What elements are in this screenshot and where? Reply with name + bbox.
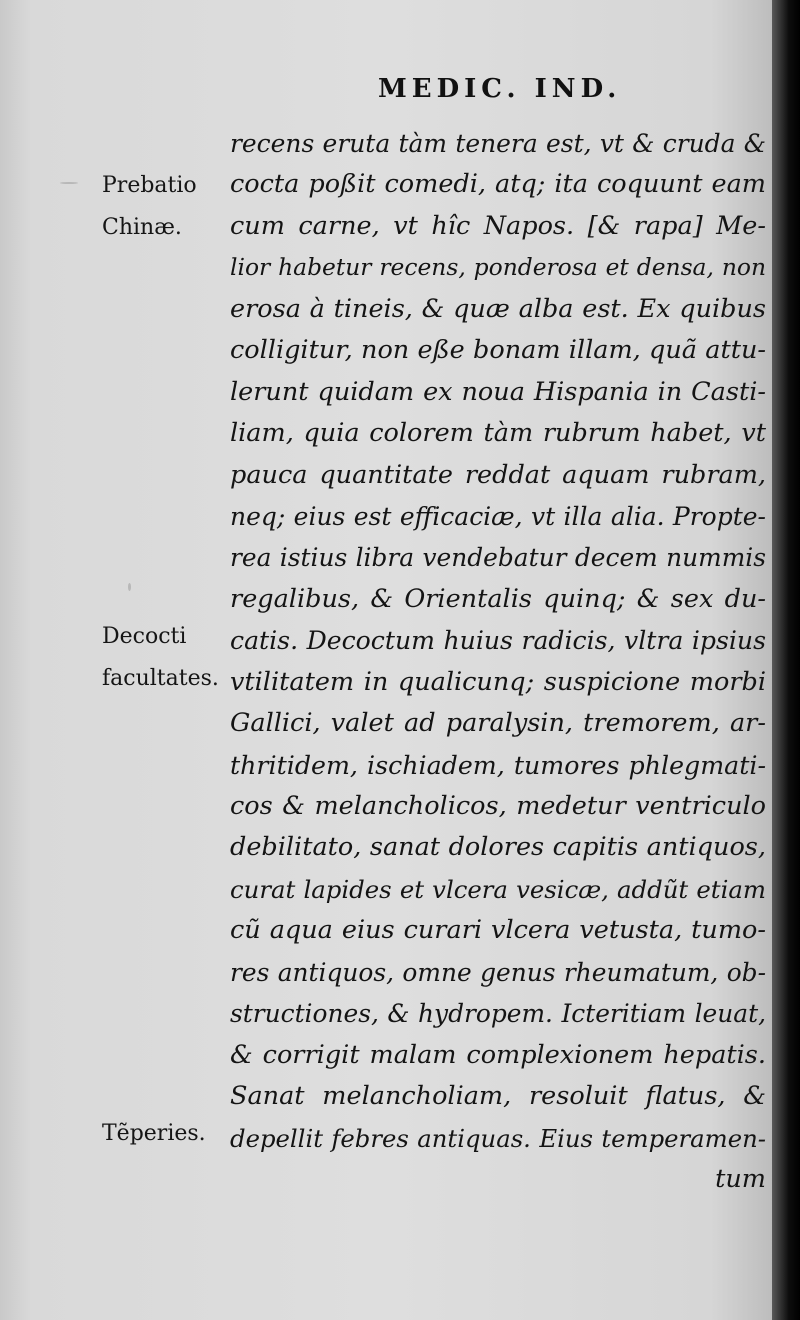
marginal-note-temperies — [102, 1113, 206, 1155]
text-line: cũ aqua eius curari vlcera vetusta, tumo- — [230, 915, 766, 946]
text-line: vtilitatem in qualicunq; suspicione morbi — [230, 666, 766, 697]
marginal-note-line: Prebatio — [102, 173, 197, 198]
text-line: & corrigit malam complexionem hepatis. — [230, 1039, 766, 1070]
text-line: curat lapides et vlcera vesicæ, addũt etiam — [230, 874, 766, 904]
text-line: cocta poßit comedi, atq; ita coquunt eam — [230, 169, 766, 200]
text-line: structiones, & hydropem. Icteritiam leuat, — [230, 999, 766, 1029]
text-line: recens eruta tàm tenera est, vt & cruda & — [230, 129, 766, 158]
marginal-note-line: facultates. — [102, 665, 219, 691]
running-header: MEDIC. IND. — [378, 74, 622, 104]
marginal-note-decocti — [102, 616, 219, 699]
page-edge-shadow — [772, 0, 800, 1320]
text-line: neq; eius est efficaciæ, vt illa alia. Propte- — [230, 501, 766, 531]
text-line: erosa à tineis, & quæ alba est. Ex quibus — [230, 293, 766, 324]
text-line: colligitur, non eße bonam illam, quã attu- — [230, 335, 766, 366]
text-line: liam, quia colorem tàm rubrum habet, vt — [230, 418, 766, 449]
text-line: thritidem, ischiadem, tumores phlegmati- — [230, 750, 766, 780]
text-line: res antiquos, omne genus rheumatum, ob- — [230, 957, 766, 987]
ink-speck — [60, 182, 78, 184]
main-text-block — [230, 123, 766, 1200]
text-line: catis. Decoctum huius radicis, vltra ipsius — [230, 626, 766, 656]
marginal-note-line: Chinæ. — [102, 214, 182, 240]
text-line: rea istius libra vendebatur decem nummis — [230, 543, 766, 573]
marginal-note-probatio — [102, 165, 197, 248]
text-line: depellit febres antiquas. Eius temperamen- — [230, 1123, 766, 1153]
ink-speck — [128, 583, 131, 591]
text-line: debilitato, sanat dolores capitis antiquos, — [230, 832, 766, 863]
text-line: Gallici, valet ad paralysin, tremorem, ar- — [230, 708, 766, 739]
text-line: lerunt quidam ex noua Hispania in Casti- — [230, 376, 766, 407]
text-line: regalibus, & Orientalis quinq; & sex du- — [230, 583, 766, 614]
text-line: cos & melancholicos, medetur ventriculo — [230, 791, 766, 821]
text-line: pauca quantitate reddat aquam rubram, — [230, 459, 766, 490]
text-line: Sanat melancholiam, resoluit flatus, & — [230, 1081, 766, 1112]
catchword: tum — [715, 1163, 766, 1194]
text-line: lior habetur recens, ponderosa et densa, non — [230, 253, 766, 282]
text-line: cum carne, vt hîc Napos. [& rapa] Me- — [230, 210, 766, 241]
marginal-note-line: Tẽperies. — [102, 1121, 206, 1146]
marginal-note-line: Decocti — [102, 624, 187, 649]
